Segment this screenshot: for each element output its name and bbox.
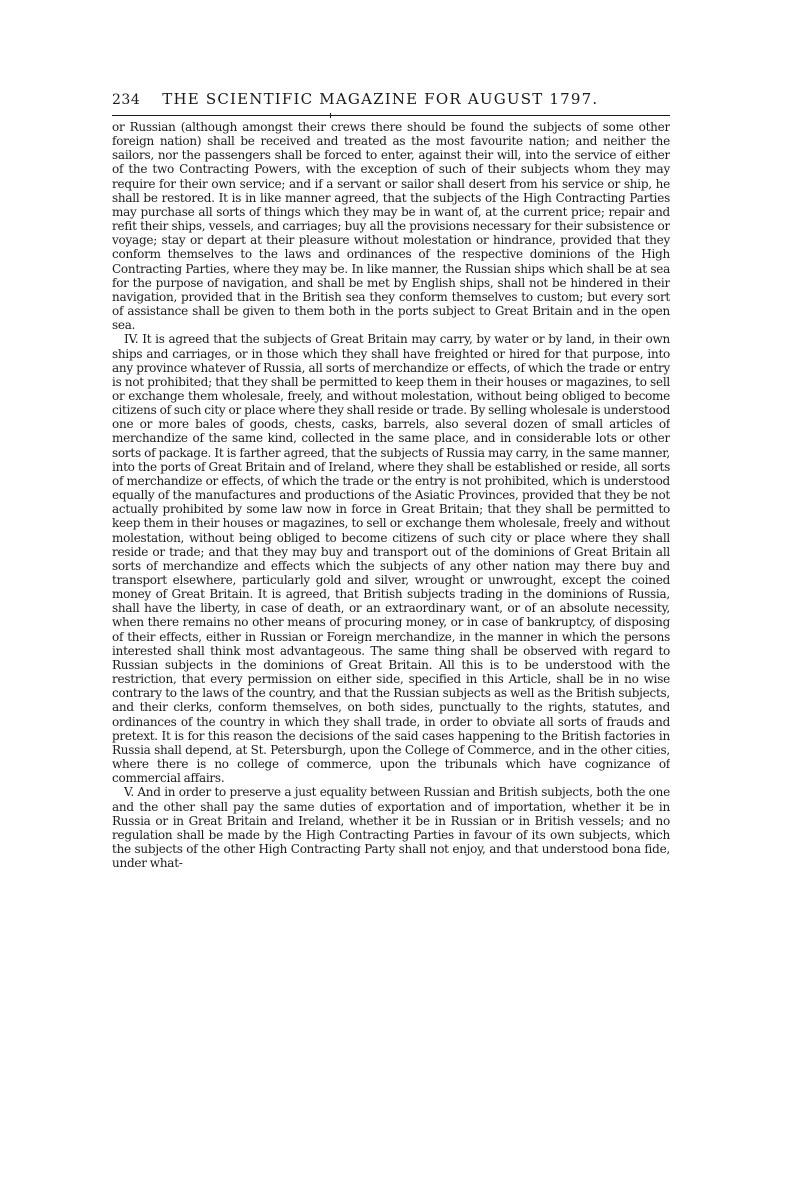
body-text: [112, 120, 670, 870]
paragraph-article-v: V. And in order to preserve a just equality between Russian and British subjects, both the one and the other shall pay the same duties of exportation and of importation, whether it be in Russia or in Great Britain and Ireland, whether it be in Russian or in British vessels; and no regulation shall be made by the High Contracting Parties in favour of its own subjects, which the subjects of the other High Contracting Party shall not enjoy, and that understood bona fide, under what-: [112, 785, 670, 871]
header-rule: [112, 115, 670, 116]
paragraph-continuation: or Russian (although amongst their crews there should be found the subjects of some other foreign nation) shall be received and treated as the most favourite nation; and neither the sailors, nor the passengers shall be forced to enter, against their will, into the service of either of the two Contracting Powers, with the exception of such of their subjects whom they may require for their own service; and if a servant or sailor shall desert from his service or ship, he shall be restored. It is in like manner agreed, that the subjects of the High Contracting Parties may purchase all sorts of things which they may be in want of, at the current price; repair and refit their ships, vessels, and carriages; buy all the provisions necessary for their subsistence or voyage; stay or depart at their pleasure without molestation or hindrance, provided that they conform themselves to the laws and ordinances of the respective dominions of the High Contracting Parties, where they may be. In like manner, the Russian ships which shall be at sea for the purpose of navigation, and shall be met by English ships, shall not be hindered in their navigation, provided that in the British sea they conform themselves to custom; but every sort of assistance shall be given to them both in the ports subject to Great Britain and in the open sea.: [112, 120, 670, 333]
page-header: [112, 90, 670, 114]
paragraph-article-iv: IV. It is agreed that the subjects of Great Britain may carry, by water or by land, in their own ships and carriages, or in those which they shall have freighted or hired for that purpose, into any province whatever of Russia, all sorts of merchandize or effects, of which the trade or entry is not prohibited; that they shall be permitted to keep them in their houses or magazines, to sell or exchange them wholesale, freely, and without molestation, without being obliged to become citizens of such city or place where they shall reside or trade. By selling wholesale is understood one or more bales of goods, chests, casks, barrels, also several dozen of small articles of merchandize of the same kind, collected in the same place, and in considerable lots or other sorts of package. It is farther agreed, that the subjects of Russia may carry, in the same manner, into the ports of Great Britain and of Ireland, where they shall be established or reside, all sorts of merchandize or effects, of which the trade or the entry is not prohibited, which is understood equally of the manufactures and productions of the Asiatic Provinces, provided that they be not actually prohibited by some law now in force in Great Britain; that they shall be permitted to keep them in their houses or magazines, to sell or exchange them wholesale, freely and without molestation, without being obliged to become citizens of such city or place where they shall reside or trade; and that they may buy and transport out of the dominions of Great Britain all sorts of merchandize and effects which the subjects of any other nation may there buy and transport elsewhere, particularly gold and silver, wrought or unwrought, except the coined money of Great Britain. It is agreed, that British subjects trading in the dominions of Russia, shall have the liberty, in case of death, or an extraordinary want, or of an absolute necessity, when there remains no other means of procuring money, or in case of bankruptcy, of disposing of their effects, either in Russian or Foreign merchandize, in the manner in which the persons interested shall think most advantageous. The same thing shall be observed with regard to Russian subjects in the dominions of Great Britain. All this is to be understood with the restriction, that every permission on either side, specified in this Article, shall be in no wise contrary to the laws of the country, and that the Russian subjects as well as the British subjects, and their clerks, conform themselves, on both sides, punctually to the rights, statutes, and ordinances of the country in which they shall trade, in order to obviate all sorts of frauds and pretext. It is for this reason the decisions of the said cases happening to the British factories in Russia shall depend, at St. Petersburgh, upon the College of Commerce, and in the other cities, where there is no college of commerce, upon the tribunals which have cognizance of commercial affairs.: [112, 332, 670, 786]
page-number: 234: [112, 92, 141, 108]
running-title: THE SCIENTIFIC MAGAZINE FOR AUGUST 1797.: [162, 90, 599, 108]
document-page: [112, 90, 670, 1130]
